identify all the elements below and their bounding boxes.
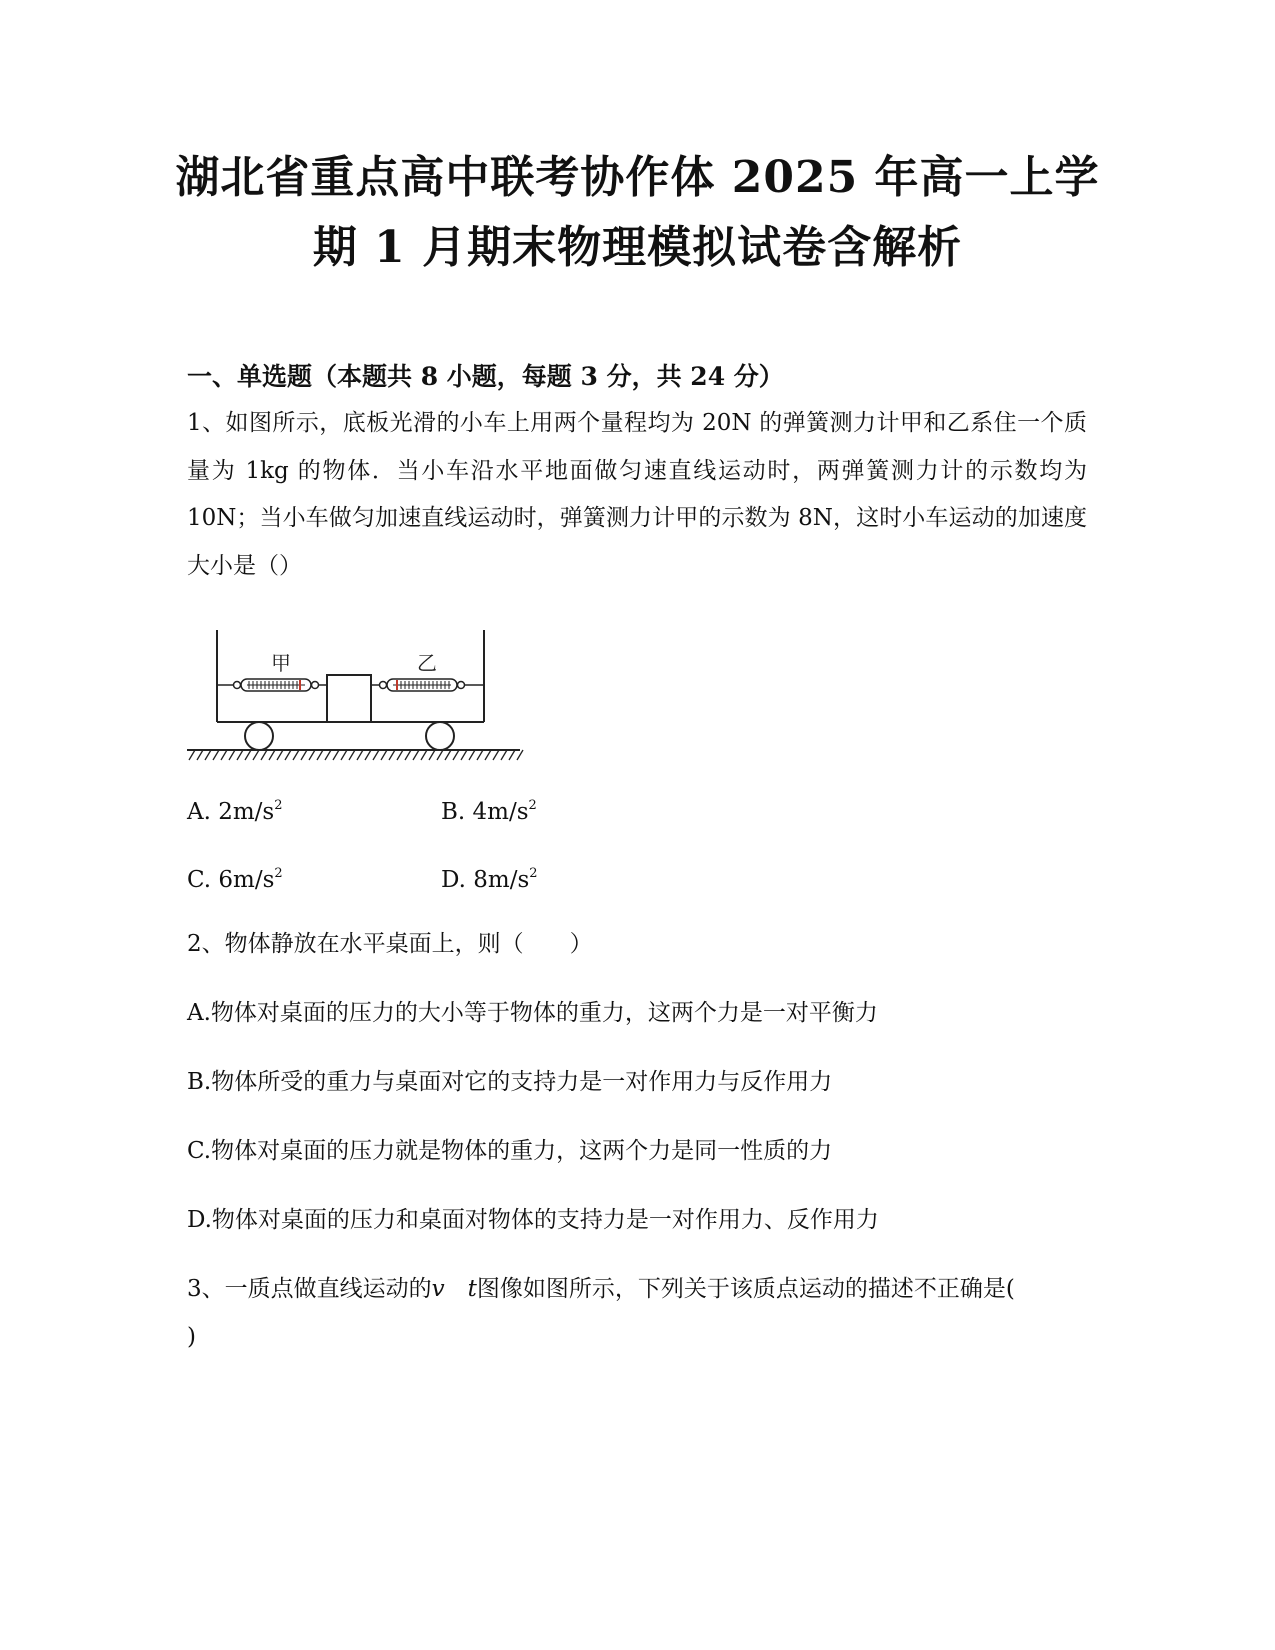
ground-hatch-mark (421, 750, 427, 760)
ground-hatch-mark (501, 750, 507, 760)
ground-hatch-mark (333, 750, 339, 760)
ground-hatch-mark (205, 750, 211, 760)
title-line-1: 湖北省重点高中联考协作体 2025 年高一上学 (175, 152, 1100, 203)
ground-hatch-mark (261, 750, 267, 760)
title-line-2: 期 1 月期末物理模拟试卷含解析 (312, 222, 963, 273)
question-2-text: 2、物体静放在水平桌面上，则（ ） (187, 931, 593, 957)
ground-hatching (189, 750, 523, 760)
ground-hatch-mark (389, 750, 395, 760)
ground-hatch-mark (373, 750, 379, 760)
ground-hatch-mark (301, 750, 307, 760)
ground-hatch-mark (365, 750, 371, 760)
wheel-right (426, 722, 454, 750)
ground-hatch-mark (189, 750, 195, 760)
ground-hatch-mark (397, 750, 403, 760)
ground-hatch-mark (493, 750, 499, 760)
ground-hatch-mark (413, 750, 419, 760)
question-1-text: 1、如图所示，底板光滑的小车上用两个量程均为 20N 的弹簧测力计甲和乙系住一个质量为 1kg 的物体．当小车沿水平地面做匀速直线运动时，两弹簧测力计的示数均为 10N；当小车做匀加速直线运动时，弹簧测力计甲的示数为 8N，这时小车运动的加速度大小是（） (187, 410, 1087, 579)
ground-hatch-mark (285, 750, 291, 760)
ground-hatch-mark (429, 750, 435, 760)
ground-hatch-mark (485, 750, 491, 760)
ground-hatch-mark (245, 750, 251, 760)
question-1-figure-cart (187, 630, 547, 780)
spring-jia-right-ring (312, 682, 319, 689)
ground-hatch-mark (461, 750, 467, 760)
cart-diagram (187, 630, 547, 780)
document-title (120, 143, 1155, 283)
label-yi: 乙 (417, 651, 437, 675)
ground-hatch-mark (445, 750, 451, 760)
ground-hatch-mark (453, 750, 459, 760)
ground-hatch-mark (325, 750, 331, 760)
label-jia: 甲 (271, 651, 291, 675)
ground-hatch-mark (309, 750, 315, 760)
ground-hatch-mark (269, 750, 275, 760)
q2-option-a: A.物体对桌面的压力的大小等于物体的重力，这两个力是一对平衡力 (187, 1000, 878, 1026)
mass-block (327, 675, 371, 722)
ground-hatch-mark (405, 750, 411, 760)
q2-option-c: C.物体对桌面的压力就是物体的重力，这两个力是同一性质的力 (187, 1138, 833, 1164)
ground-hatch-mark (517, 750, 523, 760)
ground-hatch-mark (509, 750, 515, 760)
q2-option-b: B.物体所受的重力与桌面对它的支持力是一对作用力与反作用力 (187, 1069, 833, 1095)
q1-option-b: B. $4m/s^2$ (441, 798, 537, 825)
section-heading-single-choice: 一、单选题（本题共 8 小题，每题 3 分，共 24 分） (187, 362, 784, 391)
question-3-text: 3、一质点做直线运动的v t图像如图所示，下列关于该质点运动的描述不正确是( (187, 1276, 1015, 1302)
q1-option-d: D. $8m/s^2$ (441, 866, 538, 893)
ground-hatch-mark (469, 750, 475, 760)
ground-hatch-mark (213, 750, 219, 760)
q2-option-d: D.物体对桌面的压力和桌面对物体的支持力是一对作用力、反作用力 (187, 1207, 879, 1233)
ground-hatch-mark (477, 750, 483, 760)
wheel-left (245, 722, 273, 750)
ground-hatch-mark (357, 750, 363, 760)
question-3-text-line-2: ) (187, 1324, 196, 1350)
ground-hatch-mark (349, 750, 355, 760)
spring-yi-left-ring (380, 682, 387, 689)
ground-hatch-mark (237, 750, 243, 760)
ground-hatch-mark (381, 750, 387, 760)
q1-option-a: A. $2m/s^2$ (187, 798, 283, 825)
ground-hatch-mark (253, 750, 259, 760)
spring-yi-right-ring (458, 682, 465, 689)
ground-hatch-mark (317, 750, 323, 760)
ground-hatch-mark (341, 750, 347, 760)
spring-jia-left-ring (234, 682, 241, 689)
ground-hatch-mark (277, 750, 283, 760)
ground-hatch-mark (437, 750, 443, 760)
q1-option-c: C. $6m/s^2$ (187, 866, 283, 893)
ground-hatch-mark (197, 750, 203, 760)
ground-hatch-mark (229, 750, 235, 760)
ground-hatch-mark (293, 750, 299, 760)
ground-hatch-mark (221, 750, 227, 760)
